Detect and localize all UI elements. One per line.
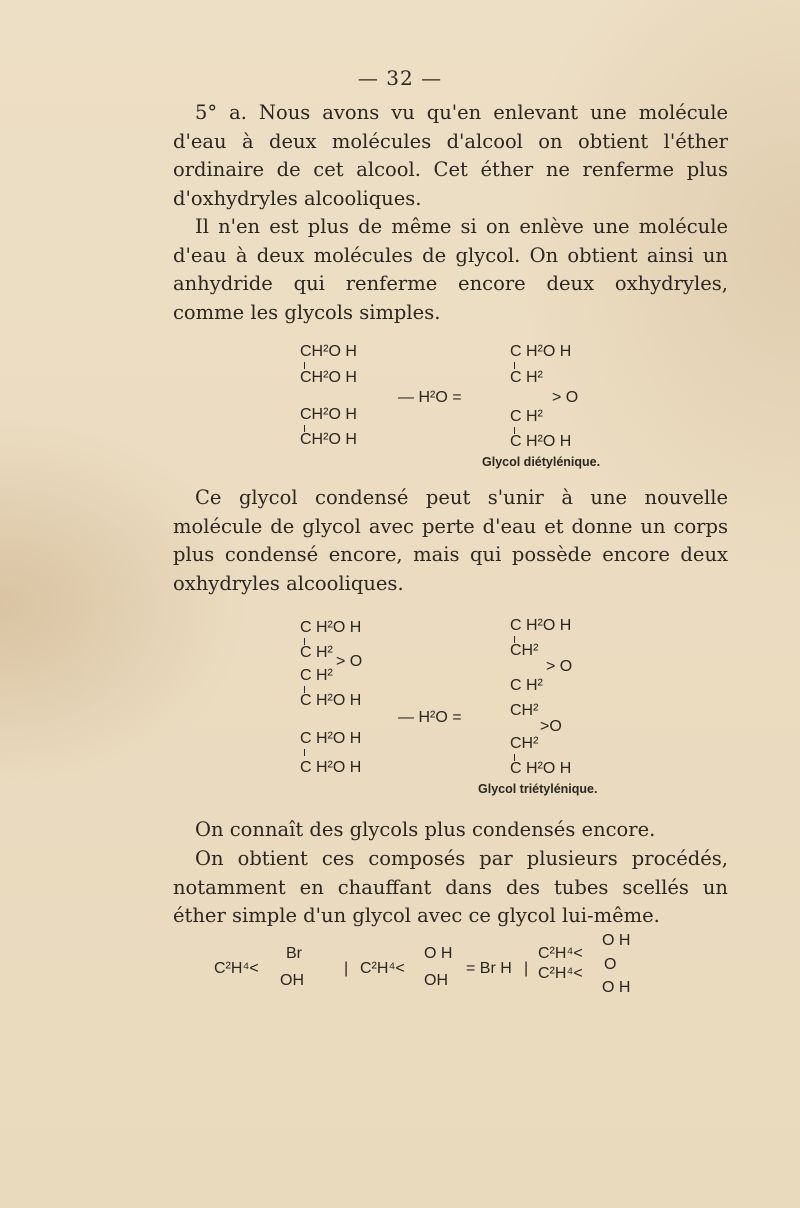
eq-term2-bottom: OH [424,972,448,989]
formula2-right-7: CH² [510,735,539,752]
eq-product-1-oh: O H [602,932,631,949]
eq-result-hbr: = Br H [466,960,512,977]
paragraph-condensed-glycol [173,484,728,598]
eq-term2-top: O H [424,945,453,962]
formula2-right-6: >O [540,718,562,735]
formula2-left-4: C H² [300,667,333,684]
bond [304,362,305,369]
page-number: — 32 — [357,66,443,90]
formula2-left-6: C H²O H [300,730,362,747]
formula2-left-2: C H² [300,644,333,661]
paragraph-text: Il n'en est plus de même si on enlève une molécule d'eau à deux molécules de glycol. On obtient ainsi un anhydride qui renferme encore deux oxhydryles, comme les glycols simples. [173,215,728,324]
paragraph-text: Ce glycol condensé peut s'unir à une nouvelle molécule de glycol avec perte d'eau et donne un corps plus condensé encore, mais qui possède encore deux oxhydryles alcooliques. [173,486,728,595]
formula2-left-7: C H²O H [300,759,362,776]
formula2-left-5: C H²O H [300,692,362,709]
eq-term1-top: Br [286,945,302,962]
formula1-left-3: CH²O H [300,406,357,423]
eq-term1: C²H⁴< [214,960,259,977]
formula1-left-1: CH²O H [300,343,357,360]
eq-product-3-oh: O H [602,979,631,996]
formula1-right-5: C H²O H [510,433,572,450]
eq-separator-2: | [524,960,529,977]
formula2-right-1: C H²O H [510,617,572,634]
paragraph-text: 5° a. Nous avons vu qu'en enlevant une molécule d'eau à deux molécules d'alcool on obtient l'éther ordinaire de cet alcool. Cet éther ne renferme plus d'oxhydryles alcooliques. [173,101,728,210]
paragraph-more-condensed [173,816,728,845]
eq-term1-bottom: OH [280,972,304,989]
formula2-right-8: C H²O H [510,760,572,777]
paragraph-text: On obtient ces composés par plusieurs procédés, notamment en chauffant dans des tubes scellés un éther simple d'un glycol avec ce glycol lui-même. [173,847,728,927]
formula1-left-4: CH²O H [300,431,357,448]
formula2-left-3: > O [336,653,363,670]
eq-product-2: C²H⁴< [538,965,583,982]
eq-product-2-o: O [604,956,617,973]
formula1-right-1: C H²O H [510,343,572,360]
formula2-right-4: C H² [510,677,543,694]
eq-product-1: C²H⁴< [538,945,583,962]
formula2-caption: Glycol triétylénique. [478,782,598,796]
formula1-right-2: C H² [510,369,543,386]
paragraph-ether [173,99,728,213]
formula2-right-2: CH² [510,642,539,659]
formula1-left-2: CH²O H [300,369,357,386]
formula1-right-3: > O [552,389,579,406]
eq-term2: C²H⁴< [360,960,405,977]
formula2-minus-water: — H²O = [398,709,462,726]
formula2-left-1: C H²O H [300,619,362,636]
bond [514,362,515,369]
formula2-right-3: > O [546,658,573,675]
paragraph-methods [173,845,728,931]
eq-separator-1: | [344,960,349,977]
paragraph-text: On connaît des glycols plus condensés encore. [195,818,656,841]
paragraph-anhydride [173,213,728,327]
formula2-right-5: CH² [510,702,539,719]
bond [304,749,305,756]
formula1-right-4: C H² [510,408,543,425]
formula1-minus-water: — H²O = [398,389,462,406]
formula1-caption: Glycol diétylénique. [482,455,601,469]
